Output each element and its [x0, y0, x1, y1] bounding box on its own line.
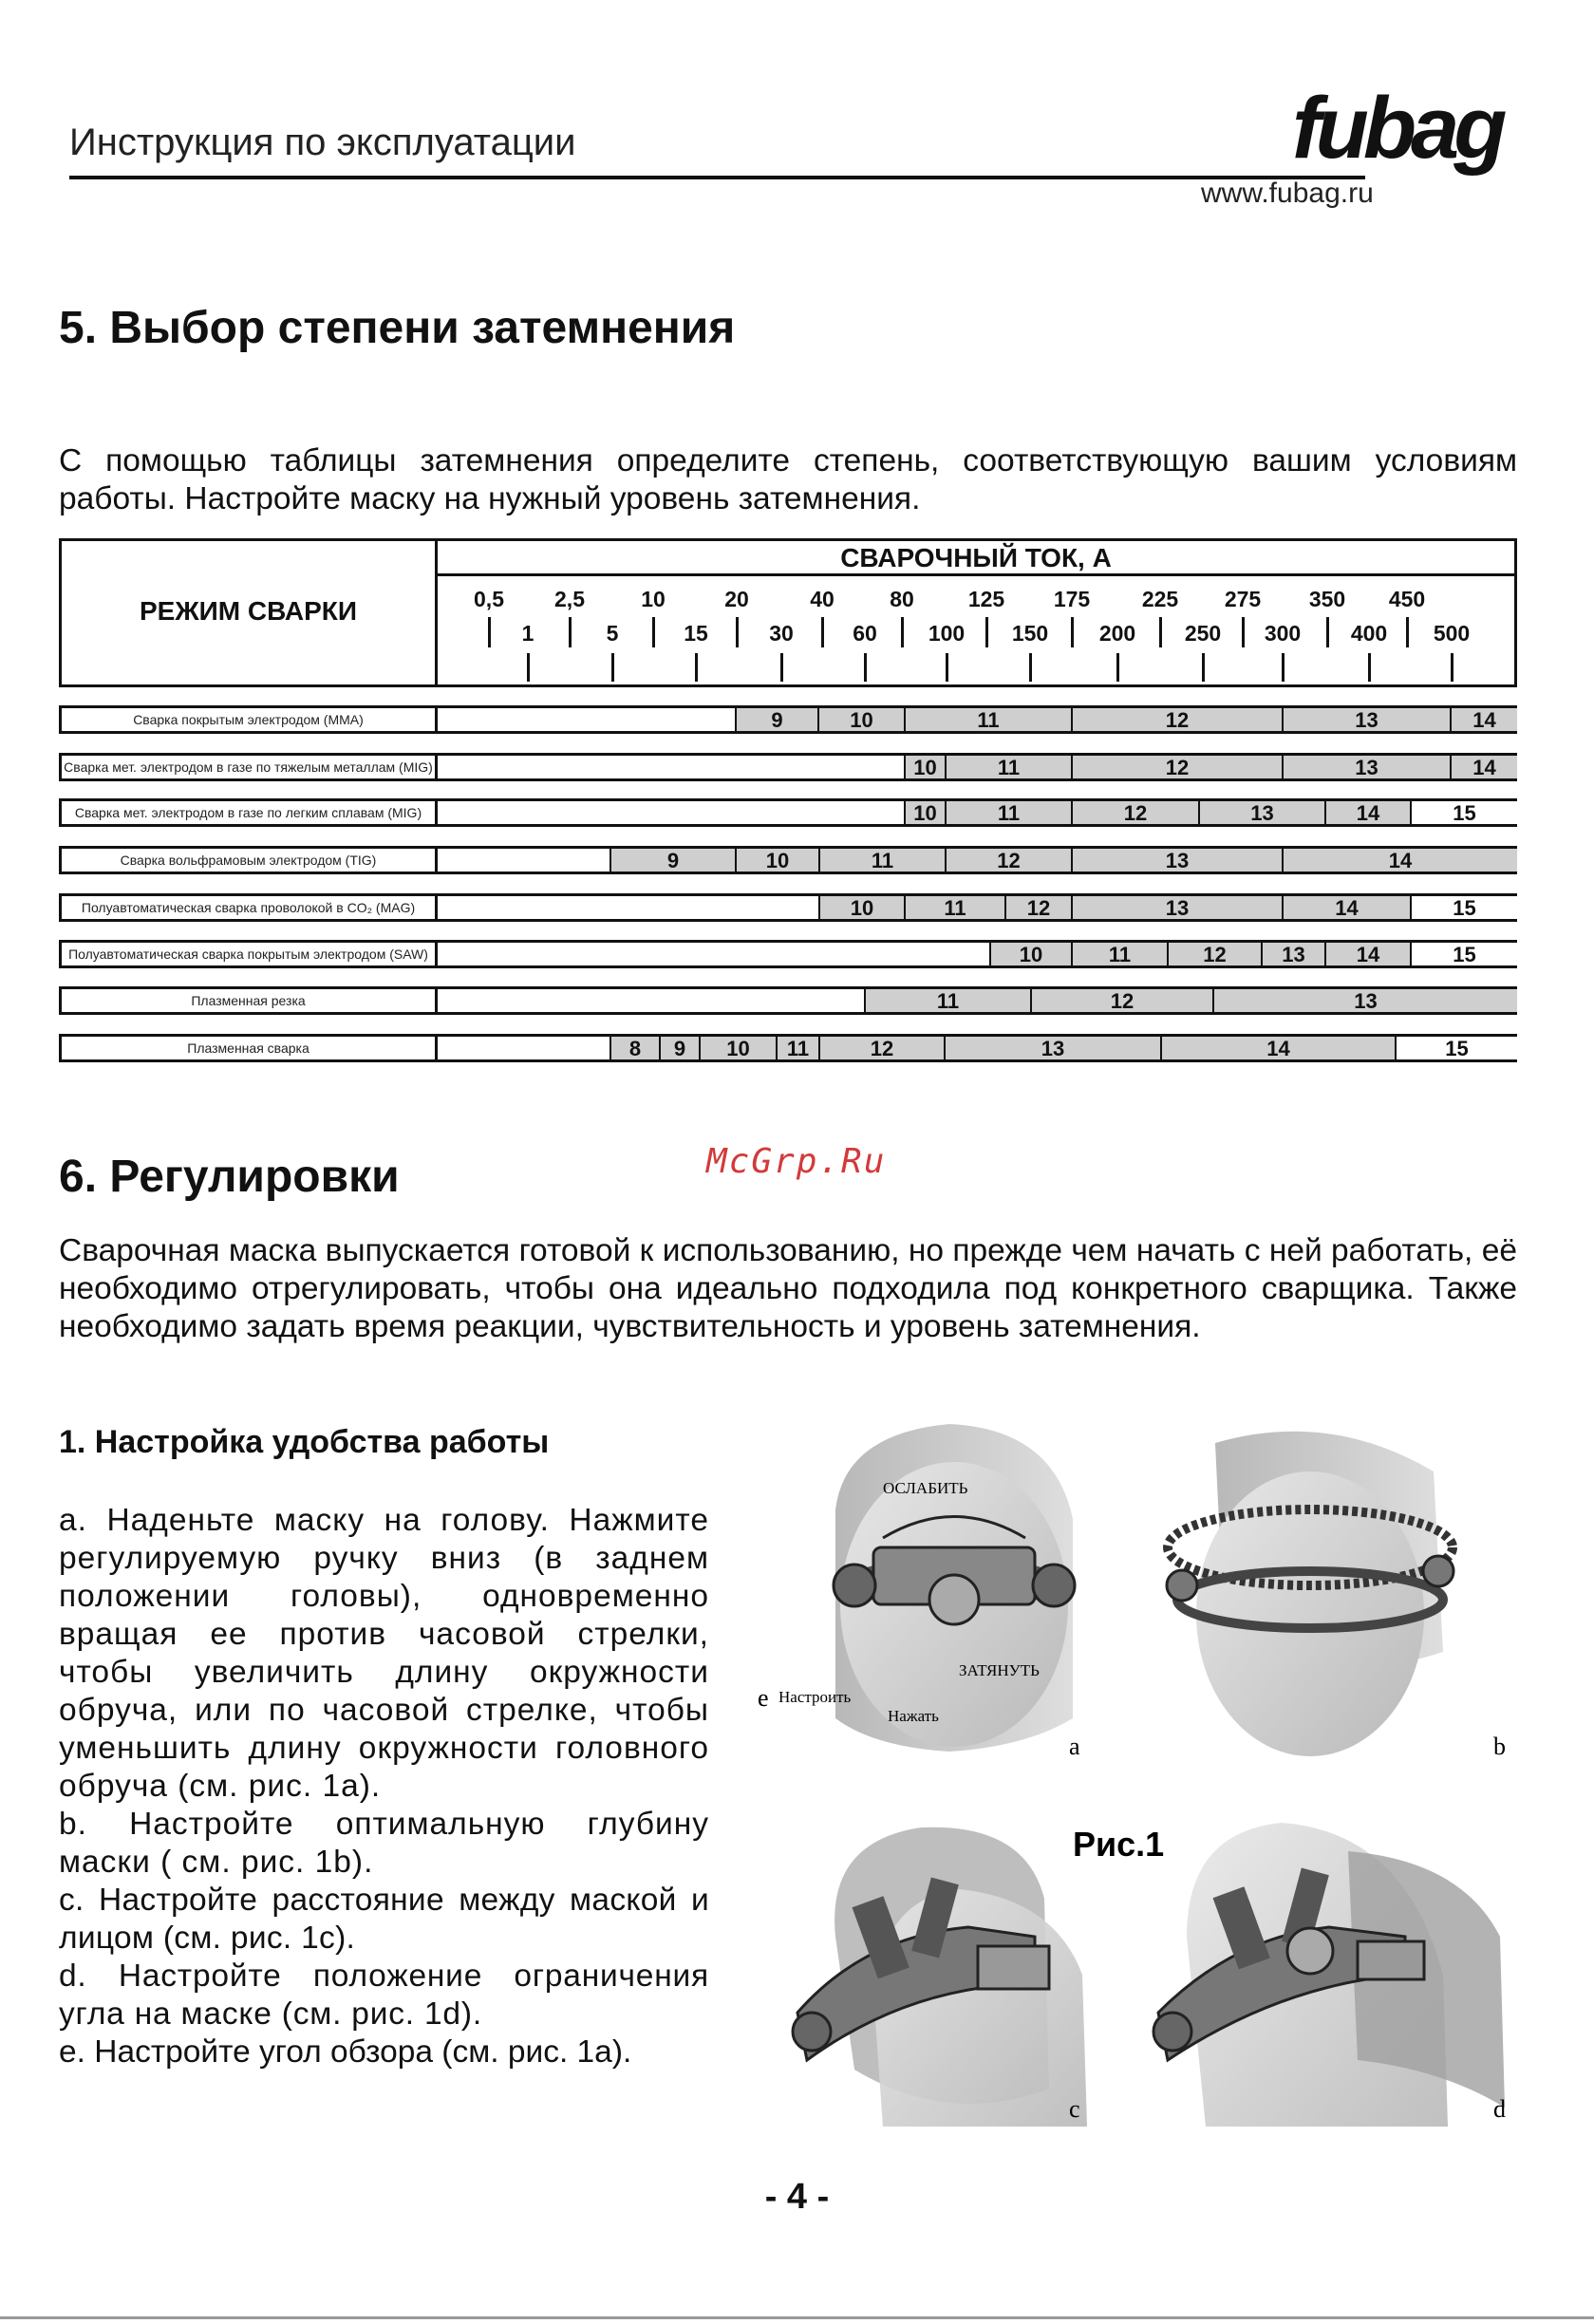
current-tick-label: 225 [1141, 587, 1179, 611]
shade-cell: 12 [945, 849, 1071, 872]
shade-cell: 14 [1282, 896, 1410, 919]
shade-cell: 12 [818, 1037, 944, 1059]
shade-cell: 9 [609, 849, 735, 872]
shade-cell: 14 [1450, 756, 1517, 778]
current-tick-mark [985, 617, 988, 647]
welding-mode-label: Полуавтоматическая сварка проволокой в CO₂ (MAG) [62, 896, 438, 919]
current-tick-mark [1029, 653, 1032, 682]
svg-text:ОСЛАБИТЬ: ОСЛАБИТЬ [883, 1479, 968, 1497]
shade-cell: 14 [1324, 801, 1410, 824]
current-tick-mark [611, 653, 614, 682]
current-tick-label: 0,5 [474, 587, 504, 611]
shade-cell: 13 [1282, 708, 1450, 731]
welding-mode-label: Плазменная резка [62, 989, 438, 1012]
table-row [59, 846, 1517, 874]
svg-text:ЗАТЯНУТЬ: ЗАТЯНУТЬ [959, 1661, 1040, 1679]
figure-caption: Рис.1 [1073, 1825, 1165, 1864]
current-tick-label: 125 [967, 587, 1005, 611]
welding-mode-label: Сварка вольфрамовым электродом (TIG) [62, 849, 438, 872]
current-tick-mark [652, 617, 655, 647]
shade-cell: 8 [609, 1037, 659, 1059]
shade-cell: 10 [817, 708, 904, 731]
shade-cell: 15 [1410, 896, 1517, 919]
bottom-rule [0, 2316, 1594, 2319]
welding-mode-label: Плазменная сварка [62, 1037, 438, 1059]
website-url[interactable]: www.fubag.ru [1201, 178, 1374, 209]
shade-cell: 13 [1071, 849, 1282, 872]
welding-mode-label: Сварка покрытым электродом (MMA) [62, 708, 438, 731]
current-tick-label: 30 [769, 621, 794, 646]
current-tick-label: 40 [810, 587, 835, 611]
shade-cell: 12 [1071, 756, 1282, 778]
shade-table-header [59, 538, 1517, 687]
current-tick-label: 150 [1011, 621, 1049, 646]
table-row [59, 893, 1517, 922]
step-a: a. Наденьте маску на голову. Нажмите регулируемую ручку вниз (в заднем положении головы), одновременно вращая ее против часовой стрелки, чтобы увеличить длину окружности обруча, или по часовой стрелке, чтобы уменьшить длину окружности головного обруча (см. рис. 1a). [59, 1503, 709, 1804]
shade-cell: 13 [944, 1037, 1160, 1059]
current-tick-mark [736, 617, 739, 647]
shade-cell: 15 [1395, 1037, 1517, 1059]
shade-cell: 12 [1004, 896, 1071, 919]
shade-cell: 10 [904, 801, 945, 824]
current-tick-mark [695, 653, 698, 682]
table-row [59, 986, 1517, 1015]
current-tick-mark [901, 617, 904, 647]
shade-cell: 11 [1071, 943, 1167, 965]
shade-cell: 9 [735, 708, 817, 731]
current-tick-label: 200 [1098, 621, 1136, 646]
current-tick-mark [1282, 653, 1285, 682]
shade-cell: 10 [818, 896, 904, 919]
figure-1-illustration [741, 1405, 1528, 2136]
current-tick-mark [1451, 653, 1453, 682]
table-row [59, 705, 1517, 734]
current-tick-mark [1071, 617, 1074, 647]
current-tick-mark [1326, 617, 1329, 647]
table-row [59, 1034, 1517, 1062]
shade-cell: 11 [904, 896, 1004, 919]
shade-cell: 13 [1261, 943, 1324, 965]
step-c: c. Настройте расстояние между маской и лицом (см. рис. 1c). [59, 1883, 709, 1956]
current-tick-label: 275 [1224, 587, 1262, 611]
figure-panel-b [1167, 1432, 1506, 1760]
section-5-intro: С помощью таблицы затемнения определите степень, соответствующую вашим условиям работы. Настройте маску на нужный уровень затемнения. [59, 443, 1517, 516]
current-tick-mark [780, 653, 783, 682]
current-tick-label: 10 [641, 587, 666, 611]
step-d: d. Настройте положение ограничения угла на маске (см. рис. 1d). [59, 1959, 709, 2032]
figure-panel-c [793, 1827, 1087, 2127]
current-tick-label: 60 [853, 621, 877, 646]
shade-cell: 13 [1198, 801, 1324, 824]
watermark: McGrp.Ru [706, 1142, 887, 1181]
current-tick-mark [1368, 653, 1371, 682]
welding-mode-label: Полуавтоматическая сварка покрытым электродом (SAW) [62, 943, 438, 965]
current-tick-mark [821, 617, 824, 647]
shade-cell: 10 [735, 849, 818, 872]
current-tick-label: 500 [1433, 621, 1471, 646]
current-tick-label: 400 [1350, 621, 1388, 646]
figure-panel-d [1153, 1823, 1506, 2127]
welding-mode-label: Сварка мет. электродом в газе по тяжелым металлам (MIG) [62, 756, 438, 778]
current-header: СВАРОЧНЫЙ ТОК, А [438, 541, 1514, 576]
svg-text:fubag: fubag [1292, 80, 1502, 177]
shade-cell: 15 [1410, 801, 1517, 824]
current-tick-mark [864, 653, 867, 682]
comfort-subheading: 1. Настройка удобства работы [59, 1424, 550, 1460]
current-tick-label: 80 [890, 587, 914, 611]
table-row [59, 798, 1517, 827]
shade-cell: 10 [699, 1037, 776, 1059]
section-6-intro: Сварочная маска выпускается готовой к использованию, но прежде чем начать с ней работать, её необходимо отрегулировать, чтобы она идеально подходила под конкретного сварщика. Также необходимо задать время реакции, чувствительность и уровень затемнения. [59, 1233, 1517, 1344]
current-tick-mark [1116, 653, 1119, 682]
svg-text:Настроить: Настроить [778, 1688, 852, 1706]
current-tick-mark [1159, 617, 1162, 647]
welding-mode-label: Сварка мет. электродом в газе по легким сплавам (MIG) [62, 801, 438, 824]
fubag-logo [1286, 80, 1524, 194]
current-tick-mark [1242, 617, 1245, 647]
current-tick-mark [1406, 617, 1409, 647]
shade-cell: 12 [1071, 801, 1198, 824]
current-tick-mark [1202, 653, 1205, 682]
header-rule [69, 176, 1365, 179]
shade-cell: 15 [1410, 943, 1517, 965]
shade-cell: 11 [904, 708, 1071, 731]
current-tick-label: 2,5 [554, 587, 585, 611]
shade-cell: 10 [904, 756, 945, 778]
shade-cell: 11 [864, 989, 1030, 1012]
shade-cell: 14 [1324, 943, 1410, 965]
section-5-heading: 5. Выбор степени затемнения [59, 303, 736, 353]
current-tick-label: 250 [1184, 621, 1222, 646]
shade-cell: 11 [945, 756, 1071, 778]
shade-cell: 10 [989, 943, 1071, 965]
step-e: e. Настройте угол обзора (см. рис. 1a). [59, 2034, 632, 2070]
step-b: b. Настройте оптимальную глубину маски ( см. рис. 1b). [59, 1807, 709, 1880]
shade-cell: 11 [776, 1037, 818, 1059]
current-tick-mark [488, 617, 491, 647]
shade-cell: 11 [818, 849, 945, 872]
svg-text:b: b [1493, 1733, 1506, 1760]
current-tick-label: 175 [1053, 587, 1091, 611]
current-tick-label: 1 [521, 621, 534, 646]
current-tick-label: 5 [606, 621, 619, 646]
page-number: - 4 - [764, 2177, 830, 2217]
section-6-heading: 6. Регулировки [59, 1152, 400, 1202]
svg-text:Нажать: Нажать [888, 1707, 939, 1725]
shade-cell: 13 [1071, 896, 1282, 919]
current-tick-mark [569, 617, 572, 647]
document-title: Инструкция по эксплуатации [69, 122, 576, 163]
current-tick-mark [946, 653, 948, 682]
shade-cell: 12 [1071, 708, 1282, 731]
adjustment-steps [59, 1502, 709, 2071]
svg-text:c: c [1069, 2095, 1080, 2123]
current-tick-label: 100 [928, 621, 966, 646]
current-tick-label: 15 [684, 621, 708, 646]
svg-text:a: a [1069, 1733, 1080, 1760]
table-row [59, 753, 1517, 781]
shade-cell: 11 [945, 801, 1071, 824]
shade-cell: 12 [1030, 989, 1212, 1012]
shade-cell: 12 [1167, 943, 1261, 965]
svg-text:d: d [1493, 2095, 1506, 2123]
figure-panel-a [758, 1424, 1080, 1760]
shade-cell: 14 [1160, 1037, 1395, 1059]
current-tick-label: 300 [1264, 621, 1302, 646]
shade-cell: 13 [1282, 756, 1450, 778]
shade-cell: 13 [1212, 989, 1517, 1012]
shade-cell: 14 [1282, 849, 1517, 872]
mode-header-cell [62, 541, 438, 684]
current-tick-label: 20 [724, 587, 749, 611]
current-tick-label: 450 [1388, 587, 1426, 611]
shade-cell: 9 [659, 1037, 699, 1059]
current-tick-mark [527, 653, 530, 682]
svg-text:e: e [758, 1684, 769, 1712]
shade-cell: 14 [1450, 708, 1517, 731]
table-row [59, 940, 1517, 968]
mode-header: РЕЖИМ СВАРКИ [139, 596, 358, 626]
current-tick-label: 350 [1308, 587, 1346, 611]
